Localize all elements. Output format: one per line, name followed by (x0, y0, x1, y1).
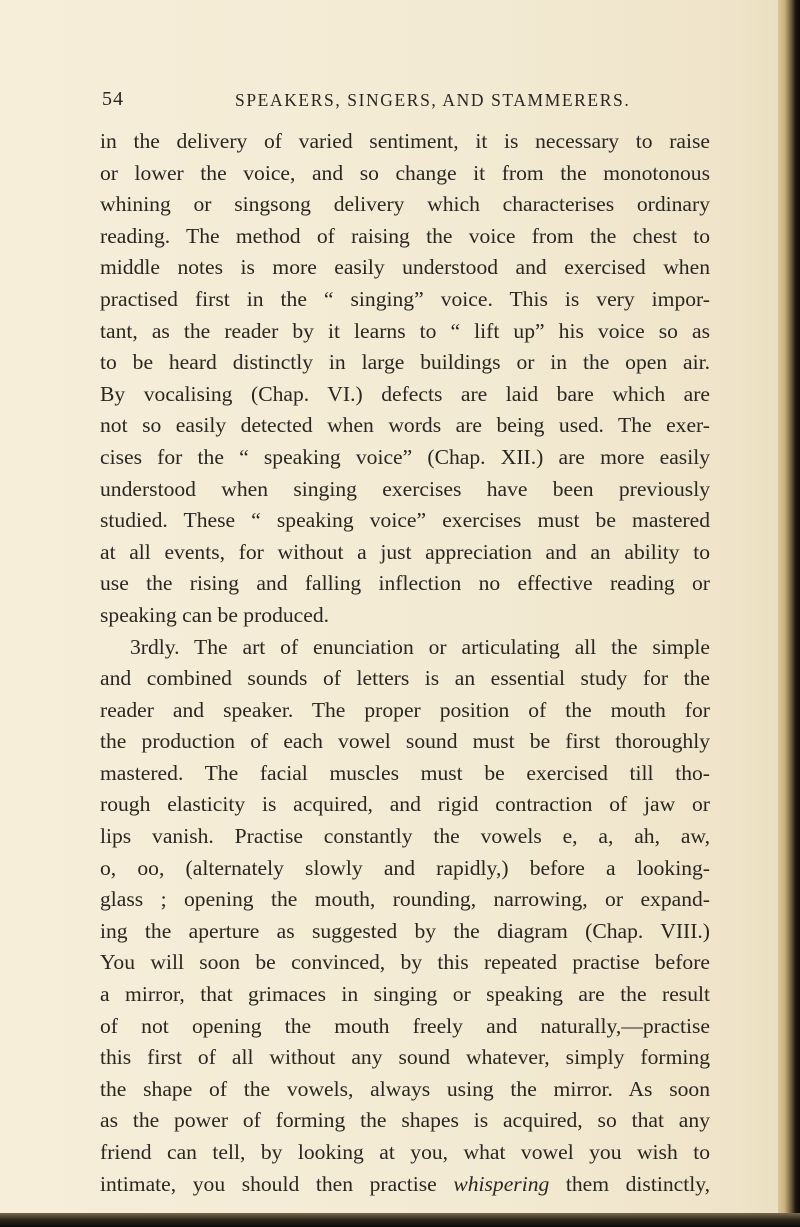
text-fragment: them distinctly, (549, 1171, 710, 1196)
text-line: You will soon be convinced, by this repeated practise before (100, 950, 710, 975)
italic-word: whispering (453, 1171, 550, 1196)
text-line: mastered. The facial muscles must be exercised till tho- (100, 760, 710, 785)
body-text (100, 126, 710, 1200)
text-line: as the power of forming the shapes is acquired, so that any (100, 1108, 710, 1133)
text-line: of not opening the mouth freely and naturally,—practise (100, 1013, 710, 1038)
text-line: or lower the voice, and so change it from the monotonous (100, 160, 710, 185)
text-line: this first of all without any sound whatever, simply forming (100, 1045, 710, 1070)
text-line: friend can tell, by looking at you, what vowel you wish to (100, 1140, 710, 1164)
text-line: glass ; opening the mouth, rounding, narrowing, or expand- (100, 887, 710, 912)
text-line: at all events, for without a just appreciation and an ability to (100, 539, 710, 564)
page-number: 54 (102, 88, 124, 110)
text-line: speaking can be produced. (100, 602, 330, 627)
text-line: reading. The method of raising the voice from the chest to (100, 223, 710, 248)
text-line: a mirror, that grimaces in singing or speaking are the result (100, 982, 710, 1007)
text-line: lips vanish. Practise constantly the vowels e, a, ah, aw, (100, 824, 710, 849)
text-line: tant, as the reader by it learns to “ lift up” his voice so as (100, 318, 710, 343)
running-head: SPEAKERS, SINGERS, AND STAMMERERS. (235, 90, 631, 110)
text-line: studied. These “ speaking voice” exercises must be mastered (100, 508, 710, 533)
text-line: practised first in the “ singing” voice. This is very impor- (100, 286, 710, 311)
page-edge-shadow (778, 0, 800, 1227)
text-fragment: intimate, you should then practise (100, 1171, 454, 1196)
text-line: reader and speaker. The proper position of the mouth for (100, 697, 710, 722)
text-line: use the rising and falling inflection no effective reading or (100, 571, 710, 596)
text-line: rough elasticity is acquired, and rigid contraction of jaw or (100, 792, 710, 817)
text-line: By vocalising (Chap. VI.) defects are laid bare which are (100, 381, 710, 406)
text-line: and combined sounds of letters is an essential study for the (100, 666, 710, 691)
text-line: middle notes is more easily understood and exercised when (100, 255, 710, 280)
text-line: cises for the “ speaking voice” (Chap. XII.) are more easily (100, 444, 710, 469)
text-line: to be heard distinctly in large buildings or in the open air. (100, 350, 710, 375)
page-bottom-shadow (0, 1213, 800, 1227)
text-line: in the delivery of varied sentiment, it is necessary to raise (100, 129, 710, 153)
text-line: 3rdly. The art of enunciation or articulating all the simple (130, 634, 710, 659)
text-line: not so easily detected when words are being used. The exer- (100, 413, 710, 438)
text-line: ing the aperture as suggested by the diagram (Chap. VIII.) (100, 918, 710, 943)
text-line: understood when singing exercises have been previously (100, 476, 710, 501)
text-line: whining or singsong delivery which characterises ordinary (100, 192, 710, 217)
text-line-last (100, 1169, 710, 1201)
text-line: the production of each vowel sound must be first thoroughly (100, 729, 710, 754)
text-line: o, oo, (alternately slowly and rapidly,) before a looking- (100, 855, 710, 880)
page-header (102, 88, 722, 118)
text-line: the shape of the vowels, always using the mirror. As soon (100, 1076, 710, 1101)
